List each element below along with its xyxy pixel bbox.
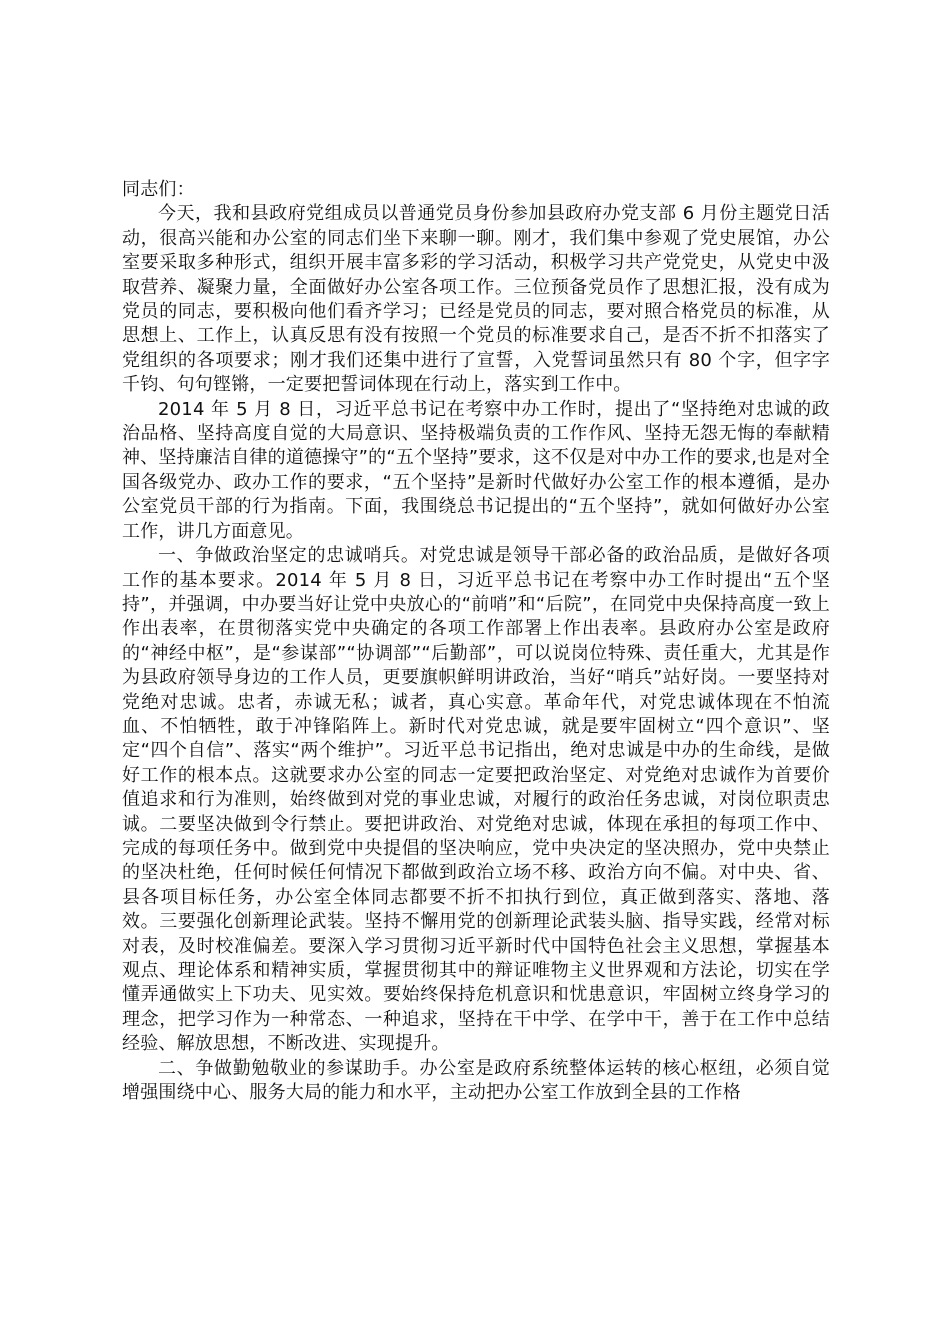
salutation: 同志们： — [122, 179, 195, 200]
paragraph-section-one: 一、争做政治坚定的忠诚哨兵。对党忠诚是领导干部必备的政治品质，是做好各项工作的基本要求。2014 年 5 月 8 日，习近平总书记在考察中办工作时提出“五个坚持”，并强调，中办要当好让党中央放心的“前哨”和“后院”，在同党中央保持高度一致上作出表率，在贯彻落实党中央确定的各项工作部署上作出表率。县政府办公室是政府的“神经中枢”，是“参谋部”“协调部”“后勤部”，可以说岗位特殊、责任重大，尤其是作为县政府领导身边的工作人员，更要旗帜鲜明讲政治，当好“哨兵”站好岗。一要坚持对党绝对忠诚。忠者，赤诚无私；诚者，真心实意。革命年代，对党忠诚体现在不怕流血、不怕牺牲，敢于冲锋陷阵上。新时代对党忠诚，就是要牢固树立“四个意识”、坚定“四个自信”、落实“两个维护”。习近平总书记指出，绝对忠诚是中办的生命线，是做好工作的根本点。这就要求办公室的同志一定要把政治坚定、对党绝对忠诚作为首要价值追求和行为准则，始终做到对党的事业忠诚，对履行的政治任务忠诚，对岗位职责忠诚。二要坚决做到令行禁止。要把讲政治、对党绝对忠诚，体现在承担的每项工作中、完成的每项任务中。做到党中央提倡的坚决响应，党中央决定的坚决照办，党中央禁止的坚决杜绝，任何时候任何情况下都做到政治立场不移、政治方向不偏。对中央、省、县各项目标任务，办公室全体同志都要不折不扣执行到位，真正做到落实、落地、落效。三要强化创新理论武装。坚持不懈用党的创新理论武装头脑、指导实践，经常对标对表，及时校准偏差。要深入学习贯彻习近平新时代中国特色社会主义思想，掌握基本观点、理论体系和精神实质，掌握贯彻其中的辩证唯物主义世界观和方法论，切实在学懂弄通做实上下功夫、见实效。要始终保持危机意识和忧患意识，牢固树立终身学习的理念，把学习作为一种常态、一种追求，坚持在干中学、在学中干，善于在工作中总结经验、解放思想，不断改进、实现提升。 — [122, 545, 830, 1055]
paragraph-opening: 今天，我和县政府党组成员以普通党员身份参加县政府办党支部 6 月份主题党日活动，很高兴能和办公室的同志们坐下来聊一聊。刚才，我们集中参观了党史展馆，办公室要采取多种形式，组织开展丰富多彩的学习活动，积极学习共产党党史，从党史中汲取营养、凝聚力量，全面做好办公室各项工作。三位预备党员作了思想汇报，没有成为党员的同志，要积极向他们看齐学习；已经是党员的同志，要对照合格党员的标准，从思想上、工作上，认真反思有没有按照一个党员的标准要求自己，是否不折不扣落实了党组织的各项要求；刚才我们还集中进行了宣誓，入党誓词虽然只有 80 个字，但字字千钧、句句铿锵，一定要把誓词体现在行动上，落实到工作中。 — [122, 203, 830, 396]
paragraph-five-persistences: 2014 年 5 月 8 日，习近平总书记在考察中办工作时，提出了“坚持绝对忠诚的政治品格、坚持高度自觉的大局意识、坚持极端负责的工作作风、坚持无怨无悔的奉献精神、坚持廉洁自律的道德操守”的“五个坚持”要求，这不仅是对中办工作的要求,也是对全国各级党办、政办工作的要求，“五个坚持”是新时代做好办公室工作的根本遵循，是办公室党员干部的行为指南。下面，我围绕总书记提出的“五个坚持”，就如何做好办公室工作，讲几方面意见。 — [122, 398, 830, 542]
paragraph-section-two: 二、争做勤勉敬业的参谋助手。办公室是政府系统整体运转的核心枢纽，必须自觉增强围绕中心、服务大局的能力和水平，主动把办公室工作放到全县的工作格 — [122, 1057, 830, 1104]
document-body — [122, 178, 830, 1105]
